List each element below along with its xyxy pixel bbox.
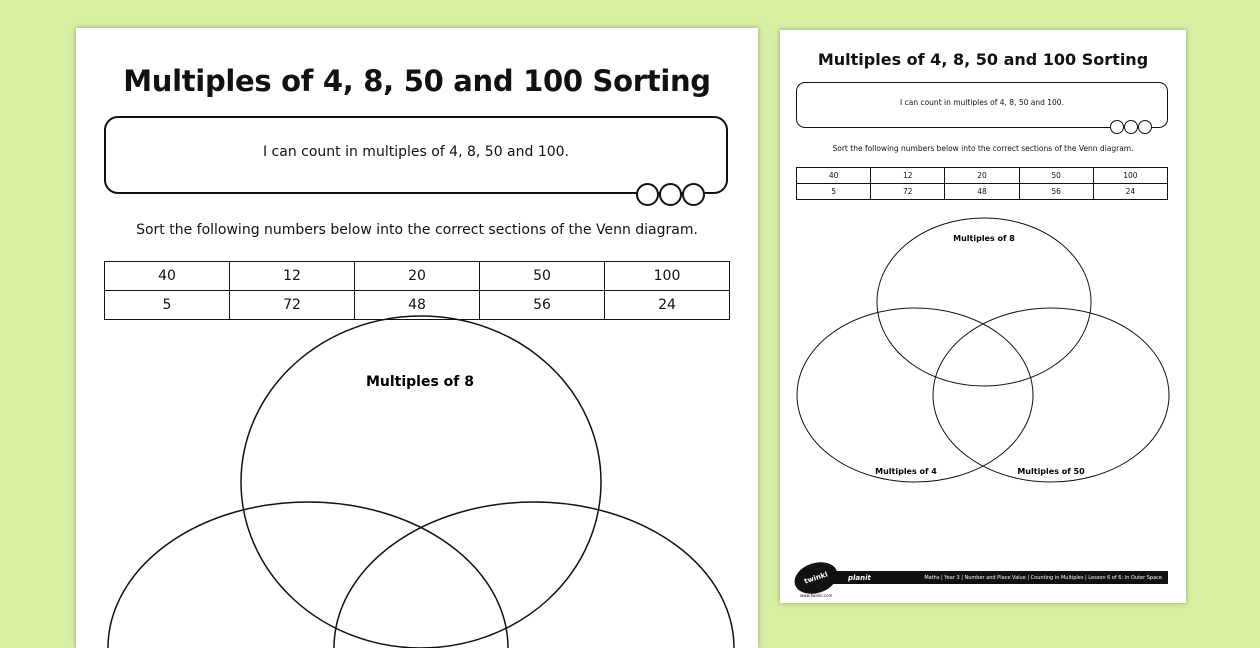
number-cell: 5 <box>797 184 871 200</box>
number-cell: 48 <box>945 184 1019 200</box>
number-cell: 72 <box>871 184 945 200</box>
number-cell: 20 <box>945 168 1019 184</box>
worksheet-title: Multiples of 4, 8, 50 and 100 Sorting <box>123 64 711 98</box>
footer-info-text: Maths | Year 3 | Number and Place Value | Counting in Multiples | Lesson 6 of 6: In Outer Space <box>924 574 1162 581</box>
venn-circle-multiples-of-4 <box>797 308 1033 482</box>
number-cell: 100 <box>1093 168 1167 184</box>
number-cell: 56 <box>480 291 605 320</box>
venn-circle-multiples-of-8 <box>241 316 601 648</box>
venn-label-top: Multiples of 8 <box>365 374 475 390</box>
number-cell: 20 <box>355 262 480 291</box>
venn-label-right: Multiples of 50 <box>1017 467 1085 476</box>
venn-circle-multiples-of-50 <box>933 308 1169 482</box>
twinkl-url: www.twinkl.com <box>800 593 833 598</box>
number-cell: 72 <box>230 291 355 320</box>
number-cell: 40 <box>797 168 871 184</box>
worksheet-preview-large <box>76 28 758 648</box>
number-cell: 24 <box>1093 184 1167 200</box>
number-cell: 24 <box>605 291 730 320</box>
number-cell: 56 <box>1019 184 1093 200</box>
number-cell: 40 <box>105 262 230 291</box>
learning-goal-text: I can count in multiples of 4, 8, 50 and 100. <box>900 97 1064 107</box>
venn-circle-multiples-of-4 <box>108 502 508 648</box>
worksheet-footer <box>800 571 1168 584</box>
number-cell: 48 <box>355 291 480 320</box>
learning-goal-text: I can count in multiples of 4, 8, 50 and 100. <box>262 144 570 160</box>
venn-diagram <box>780 30 1186 603</box>
worksheet-preview-full <box>780 30 1186 603</box>
number-cell: 50 <box>1019 168 1093 184</box>
instruction-text: Sort the following numbers below into the correct sections of the Venn diagram. <box>832 144 1134 153</box>
number-cell: 50 <box>480 262 605 291</box>
worksheet-title: Multiples of 4, 8, 50 and 100 Sorting <box>817 50 1149 69</box>
twinkl-logo: twinkl <box>790 557 841 599</box>
venn-circle-multiples-of-50 <box>334 502 734 648</box>
planit-brand: planit <box>848 573 871 582</box>
instruction-text: Sort the following numbers below into the correct sections of the Venn diagram. <box>136 222 698 238</box>
venn-label-left: Multiples of 4 <box>875 467 937 476</box>
number-cell: 100 <box>605 262 730 291</box>
number-cell: 12 <box>230 262 355 291</box>
venn-label-top: Multiples of 8 <box>953 234 1015 243</box>
venn-diagram <box>76 28 758 648</box>
number-cell: 12 <box>871 168 945 184</box>
venn-circle-multiples-of-8 <box>877 218 1091 386</box>
number-cell: 5 <box>105 291 230 320</box>
